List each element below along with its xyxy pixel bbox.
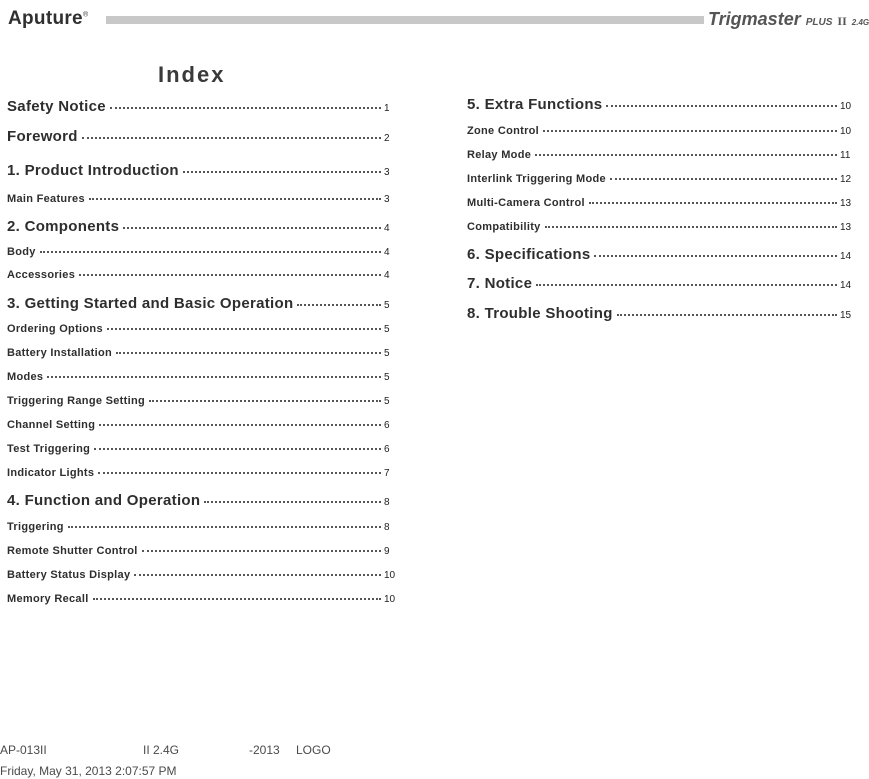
toc-entry-page: 10 bbox=[384, 594, 396, 605]
toc-entry-page: 15 bbox=[840, 310, 852, 321]
toc-entry-zone-control[interactable] bbox=[467, 125, 855, 137]
toc-entry-page: 3 bbox=[384, 194, 390, 205]
dot-leader bbox=[107, 328, 381, 330]
toc-entry-triggering[interactable] bbox=[7, 521, 399, 533]
toc-entry-label: 6. Specifications bbox=[467, 246, 591, 263]
toc-entry-label: Modes bbox=[7, 371, 44, 383]
trigmaster-frequency: 2.4G bbox=[851, 18, 869, 27]
toc-entry-page: 13 bbox=[840, 198, 852, 209]
toc-entry-label: Indicator Lights bbox=[7, 467, 95, 479]
registered-mark: ® bbox=[82, 11, 89, 19]
dot-leader bbox=[543, 130, 837, 132]
toc-entry-page: 10 bbox=[840, 101, 852, 112]
toc-entry-page: 6 bbox=[384, 420, 390, 431]
print-slug-model: II 2.4G bbox=[143, 743, 180, 757]
dot-leader bbox=[183, 171, 381, 173]
toc-entry-page: 11 bbox=[840, 150, 851, 161]
dot-leader bbox=[594, 255, 837, 257]
header-divider-bar bbox=[106, 16, 704, 24]
toc-entry-triggering-range-setting[interactable] bbox=[7, 395, 399, 407]
toc-entry-label: Test Triggering bbox=[7, 443, 91, 455]
toc-entry-label: 5. Extra Functions bbox=[467, 96, 603, 113]
toc-entry-test-triggering[interactable] bbox=[7, 443, 399, 455]
toc-entry-multi-camera-control[interactable] bbox=[467, 197, 855, 209]
dot-leader bbox=[149, 400, 381, 402]
toc-entry-label: Zone Control bbox=[467, 125, 540, 137]
toc-entry-label: Remote Shutter Control bbox=[7, 545, 138, 557]
print-slug-logo: LOGO bbox=[296, 743, 331, 757]
toc-entry-extra-functions[interactable] bbox=[467, 96, 855, 113]
dot-leader bbox=[610, 178, 837, 180]
trigmaster-plus: PLUS bbox=[805, 17, 833, 28]
toc-entry-getting-started[interactable] bbox=[7, 295, 399, 312]
aputure-logo bbox=[8, 8, 88, 30]
dot-leader bbox=[134, 574, 381, 576]
toc-entry-page: 14 bbox=[840, 251, 852, 262]
dot-leader bbox=[79, 274, 381, 276]
toc-entry-page: 4 bbox=[384, 270, 390, 281]
dot-leader bbox=[116, 352, 381, 354]
toc-entry-battery-installation[interactable] bbox=[7, 347, 399, 359]
toc-entry-page: 10 bbox=[384, 570, 396, 581]
dot-leader bbox=[110, 107, 381, 109]
dot-leader bbox=[40, 251, 381, 253]
toc-entry-page: 8 bbox=[384, 497, 390, 508]
toc-entry-label: Accessories bbox=[7, 269, 76, 281]
dot-leader bbox=[93, 598, 381, 600]
toc-entry-page: 5 bbox=[384, 300, 390, 311]
toc-entry-label: Body bbox=[7, 246, 36, 258]
toc-entry-label: Multi-Camera Control bbox=[467, 197, 585, 209]
toc-entry-page: 10 bbox=[840, 126, 852, 137]
dot-leader bbox=[606, 105, 837, 107]
toc-entry-page: 14 bbox=[840, 280, 852, 291]
toc-entry-page: 6 bbox=[384, 444, 390, 455]
trigmaster-version: II bbox=[837, 14, 847, 28]
toc-entry-page: 4 bbox=[384, 247, 390, 258]
toc-entry-relay-mode[interactable] bbox=[467, 149, 855, 161]
toc-entry-label: 1. Product Introduction bbox=[7, 162, 179, 179]
toc-entry-remote-shutter-control[interactable] bbox=[7, 545, 399, 557]
toc-entry-page: 5 bbox=[384, 396, 390, 407]
toc-entry-page: 9 bbox=[384, 546, 390, 557]
dot-leader bbox=[94, 448, 381, 450]
index-title: Index bbox=[158, 62, 226, 87]
toc-entry-main-features[interactable] bbox=[7, 193, 399, 205]
toc-entry-label: Compatibility bbox=[467, 221, 541, 233]
toc-entry-page: 5 bbox=[384, 348, 390, 359]
print-slug-year: -2013 bbox=[249, 743, 280, 757]
toc-entry-components[interactable] bbox=[7, 218, 399, 235]
dot-leader bbox=[89, 198, 381, 200]
toc-entry-label: 8. Trouble Shooting bbox=[467, 305, 613, 322]
toc-entry-label: 7. Notice bbox=[467, 275, 533, 292]
dot-leader bbox=[123, 227, 381, 229]
toc-entry-label: Foreword bbox=[7, 128, 78, 145]
toc-entry-label: 3. Getting Started and Basic Operation bbox=[7, 295, 294, 312]
print-slug-timestamp: Friday, May 31, 2013 2:07:57 PM bbox=[0, 764, 177, 778]
toc-entry-page: 3 bbox=[384, 167, 390, 178]
toc-entry-page: 1 bbox=[384, 103, 390, 114]
toc-entry-channel-setting[interactable] bbox=[7, 419, 399, 431]
toc-entry-product-introduction[interactable] bbox=[7, 162, 399, 179]
toc-entry-label: 4. Function and Operation bbox=[7, 492, 201, 509]
toc-entry-page: 5 bbox=[384, 324, 390, 335]
toc-entry-page: 12 bbox=[840, 174, 852, 185]
toc-entry-ordering-options[interactable] bbox=[7, 323, 399, 335]
dot-leader bbox=[545, 226, 837, 228]
dot-leader bbox=[98, 472, 381, 474]
dot-leader bbox=[617, 314, 837, 316]
toc-entry-interlink-triggering-mode[interactable] bbox=[467, 173, 855, 185]
dot-leader bbox=[68, 526, 381, 528]
toc-entry-label: Main Features bbox=[7, 193, 85, 205]
dot-leader bbox=[82, 137, 381, 139]
page-header bbox=[0, 0, 869, 40]
toc-entry-label: Ordering Options bbox=[7, 323, 103, 335]
dot-leader bbox=[142, 550, 381, 552]
toc-entry-safety-notice[interactable] bbox=[7, 98, 399, 115]
toc-entry-page: 8 bbox=[384, 522, 390, 533]
toc-entry-memory-recall[interactable] bbox=[7, 593, 399, 605]
toc-entry-page: 4 bbox=[384, 223, 390, 234]
toc-entry-accessories[interactable] bbox=[7, 269, 399, 281]
toc-entry-foreword[interactable] bbox=[7, 128, 399, 145]
toc-entry-trouble-shooting[interactable] bbox=[467, 305, 855, 322]
toc-entry-label: 2. Components bbox=[7, 218, 120, 235]
toc-entry-modes[interactable] bbox=[7, 371, 399, 383]
toc-entry-page: 2 bbox=[384, 133, 390, 144]
toc-entry-battery-status-display[interactable] bbox=[7, 569, 399, 581]
dot-leader bbox=[536, 284, 837, 286]
dot-leader bbox=[297, 304, 381, 306]
toc-entry-label: Channel Setting bbox=[7, 419, 96, 431]
toc-entry-page: 13 bbox=[840, 222, 852, 233]
dot-leader bbox=[204, 501, 381, 503]
dot-leader bbox=[535, 154, 837, 156]
toc-entry-label: Interlink Triggering Mode bbox=[467, 173, 606, 185]
toc-entry-indicator-lights[interactable] bbox=[7, 467, 399, 479]
toc-entry-label: Relay Mode bbox=[467, 149, 532, 161]
toc-entry-function-and-operation[interactable] bbox=[7, 492, 399, 509]
toc-entry-specifications[interactable] bbox=[467, 246, 855, 263]
toc-entry-notice[interactable] bbox=[467, 275, 855, 292]
toc-entry-compatibility[interactable] bbox=[467, 221, 855, 233]
toc-entry-label: Memory Recall bbox=[7, 593, 89, 605]
toc-entry-page: 5 bbox=[384, 372, 390, 383]
print-slug-code: AP-013II bbox=[0, 743, 47, 757]
toc-entry-page: 7 bbox=[384, 468, 390, 479]
trigmaster-logo bbox=[708, 9, 869, 30]
toc-entry-label: Triggering bbox=[7, 521, 64, 533]
toc-entry-body[interactable] bbox=[7, 246, 399, 258]
dot-leader bbox=[589, 202, 837, 204]
toc-entry-label: Battery Status Display bbox=[7, 569, 131, 581]
toc-entry-label: Safety Notice bbox=[7, 98, 106, 115]
dot-leader bbox=[99, 424, 381, 426]
aputure-logo-text: Aputure bbox=[8, 8, 83, 29]
toc-entry-label: Triggering Range Setting bbox=[7, 395, 145, 407]
dot-leader bbox=[47, 376, 381, 378]
trigmaster-logo-text: Trigmaster bbox=[708, 9, 801, 29]
toc-entry-label: Battery Installation bbox=[7, 347, 113, 359]
